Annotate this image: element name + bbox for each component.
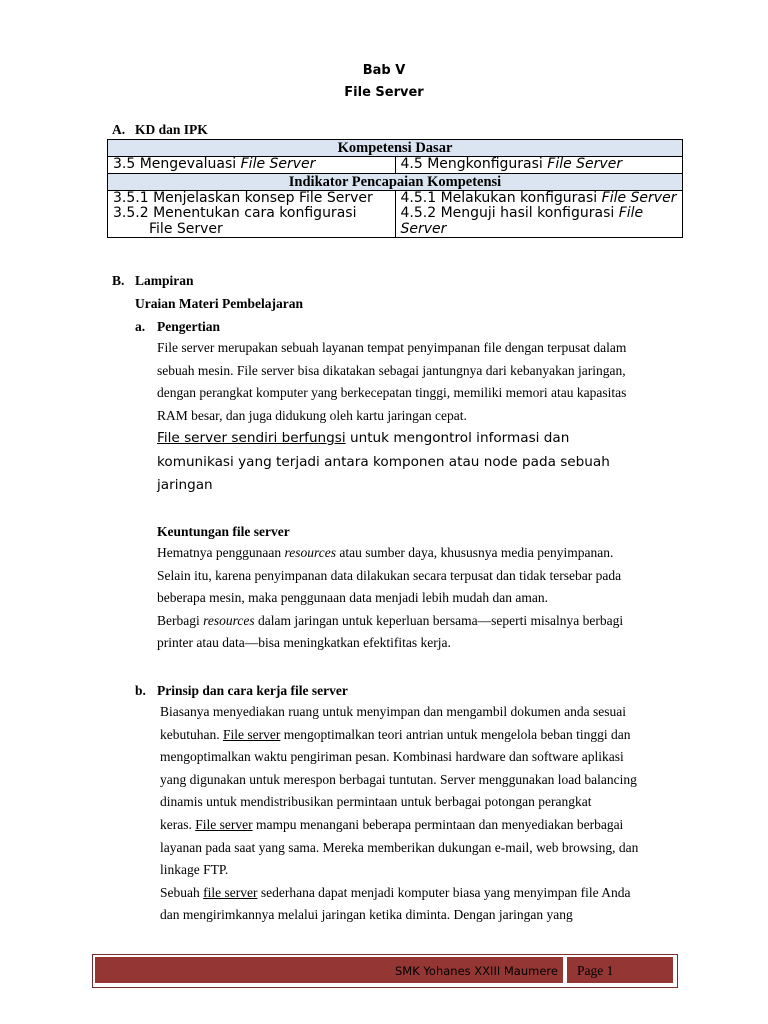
- prinsip-line: layanan pada saat yang sama. Mereka memberikan dukungan e-mail, web browsing, dan: [160, 839, 639, 855]
- prinsip-line: yang digunakan untuk merespon berbagai tuntutan. Server menggunakan load balancing: [160, 771, 637, 787]
- prinsip-9-post: sederhana dapat menjadi komputer biasa yang menyimpan file Anda: [257, 884, 631, 900]
- ipk-item-351: 3.5.1 Menjelaskan konsep File Server: [113, 189, 373, 206]
- pengertian-line: File server merupakan sebuah layanan tempat penyimpanan file dengan terpusat dalam: [157, 340, 627, 355]
- footer-school-name: SMK Yohanes XXIII Maumere: [395, 964, 558, 978]
- adv-1-em: resources: [284, 545, 336, 560]
- advantages-line: [157, 610, 623, 633]
- prinsip-line: [160, 814, 638, 837]
- prinsip-paragraph: [160, 701, 638, 927]
- pengertian-line: dengan perangkat komputer yang berkecepatan tinggi, memiliki memori atau kapasitas: [157, 385, 627, 401]
- pengertian-line: RAM besar, dan juga didukung oleh kartu jaringan cepat.: [157, 407, 467, 423]
- pengertian-line: sebuah mesin. File server bisa dikatakan sebagai jantungnya dari kebanyakan jaringan,: [157, 362, 626, 378]
- section-a-title: KD dan IPK: [135, 122, 208, 137]
- ipk-header: Indikator Pencapaian Kompetensi: [108, 173, 683, 190]
- prinsip-line: dan mengirimkannya melalui jaringan ketika diminta. Dengan jaringan yang: [160, 907, 573, 923]
- advantages-line: printer atau data—bisa meningkatkan efektifitas kerja.: [157, 635, 451, 651]
- part-a-label: a.: [135, 319, 146, 334]
- ipk-item-451: [401, 191, 678, 207]
- prinsip-6-underlined: File server: [195, 816, 253, 832]
- kd-right-em: File Server: [547, 156, 623, 172]
- prinsip-2-post: mengoptimalkan teori antrian untuk mengelola beban tinggi dan: [280, 726, 631, 742]
- prinsip-6-post: mampu menangani beberapa permintaan dan menyediakan berbagai: [252, 816, 624, 832]
- ipk-452-em: File Server: [400, 205, 644, 237]
- kd-header: Kompetensi Dasar: [108, 140, 683, 157]
- chapter-title: Bab V: [362, 63, 406, 78]
- adv-4-post: dalam jaringan untuk keperluan bersama—seperti misalnya berbagi: [254, 612, 624, 628]
- footer-page-number: Page 1: [577, 963, 614, 978]
- section-b-subtitle: Uraian Materi Pembelajaran: [135, 296, 303, 311]
- fungsi-underlined: File server sendiri berfungsi: [157, 430, 346, 446]
- part-b-title: Prinsip dan cara kerja file server: [157, 683, 348, 698]
- ipk-item-452: [401, 206, 678, 237]
- kd-left-cell: [108, 157, 396, 174]
- ipk-item-352: 3.5.2 Menentukan cara konfigurasi: [113, 205, 357, 222]
- advantages-line: Selain itu, karena penyimpanan data dilakukan secara terpusat dan tidak tersebar pada: [157, 567, 622, 583]
- kd-ipk-table: [107, 139, 683, 238]
- adv-1-pre: Hematnya penggunaan: [157, 545, 285, 560]
- prinsip-6-pre: keras.: [160, 816, 196, 832]
- section-b-title: Lampiran: [135, 273, 194, 288]
- advantages-line: [157, 542, 623, 565]
- fungsi-line-3: jaringan: [157, 477, 213, 493]
- pengertian-paragraph: [157, 337, 626, 427]
- fungsi-paragraph: [157, 427, 610, 498]
- ipk-item-352-cont: File Server: [149, 220, 223, 237]
- ipk-451-text: 4.5.1 Melakukan konfigurasi: [400, 189, 602, 206]
- section-b-label: B.: [112, 273, 125, 288]
- ipk-452-text: 4.5.2 Menguji hasil konfigurasi: [400, 205, 619, 222]
- kd-left-em: File Server: [240, 156, 316, 172]
- fungsi-line-1-rest: untuk mengontrol informasi dan: [345, 430, 570, 446]
- prinsip-line: linkage FTP.: [160, 862, 229, 878]
- prinsip-line: [160, 724, 638, 747]
- advantages-title: Keuntungan file server: [157, 524, 290, 539]
- chapter-topic: File Server: [344, 85, 424, 100]
- ipk-left-cell: [108, 190, 396, 238]
- prinsip-line: [160, 882, 638, 905]
- kd-left-text: 3.5 Mengevaluasi: [113, 156, 241, 172]
- kd-right-text: 4.5 Mengkonfigurasi: [400, 156, 548, 172]
- prinsip-line: Biasanya menyediakan ruang untuk menyimpan dan mengambil dokumen anda sesuai: [160, 704, 627, 719]
- adv-1-post: atau sumber daya, khususnya media penyimpanan.: [335, 545, 614, 560]
- prinsip-9-pre: Sebuah: [160, 884, 204, 900]
- part-a-title: Pengertian: [157, 319, 220, 334]
- advantages-line: beberapa mesin, maka penggunaan data menjadi lebih mudah dan aman.: [157, 590, 548, 606]
- fungsi-line-2: komunikasi yang terjadi antara komponen atau node pada sebuah: [157, 453, 610, 470]
- prinsip-2-underlined: File server: [223, 726, 281, 742]
- kd-right-cell: [395, 157, 683, 174]
- ipk-451-em: File Server: [601, 189, 677, 206]
- section-a-label: A.: [112, 122, 126, 137]
- prinsip-9-underlined: file server: [203, 884, 258, 900]
- prinsip-2-pre: kebutuhan.: [160, 726, 223, 742]
- advantages-paragraph: [157, 542, 623, 655]
- adv-4-pre: Berbagi: [157, 612, 204, 628]
- adv-4-em: resources: [203, 612, 255, 628]
- ipk-right-cell: [395, 190, 683, 238]
- prinsip-line: dinamis untuk mendistribusikan permintaan untuk berbagai potongan perangkat: [160, 794, 592, 810]
- part-b-label: b.: [135, 683, 146, 698]
- prinsip-line: mengoptimalkan waktu pengiriman pesan. Kombinasi hardware dan software aplikasi: [160, 749, 624, 765]
- fungsi-line-1: [157, 427, 610, 451]
